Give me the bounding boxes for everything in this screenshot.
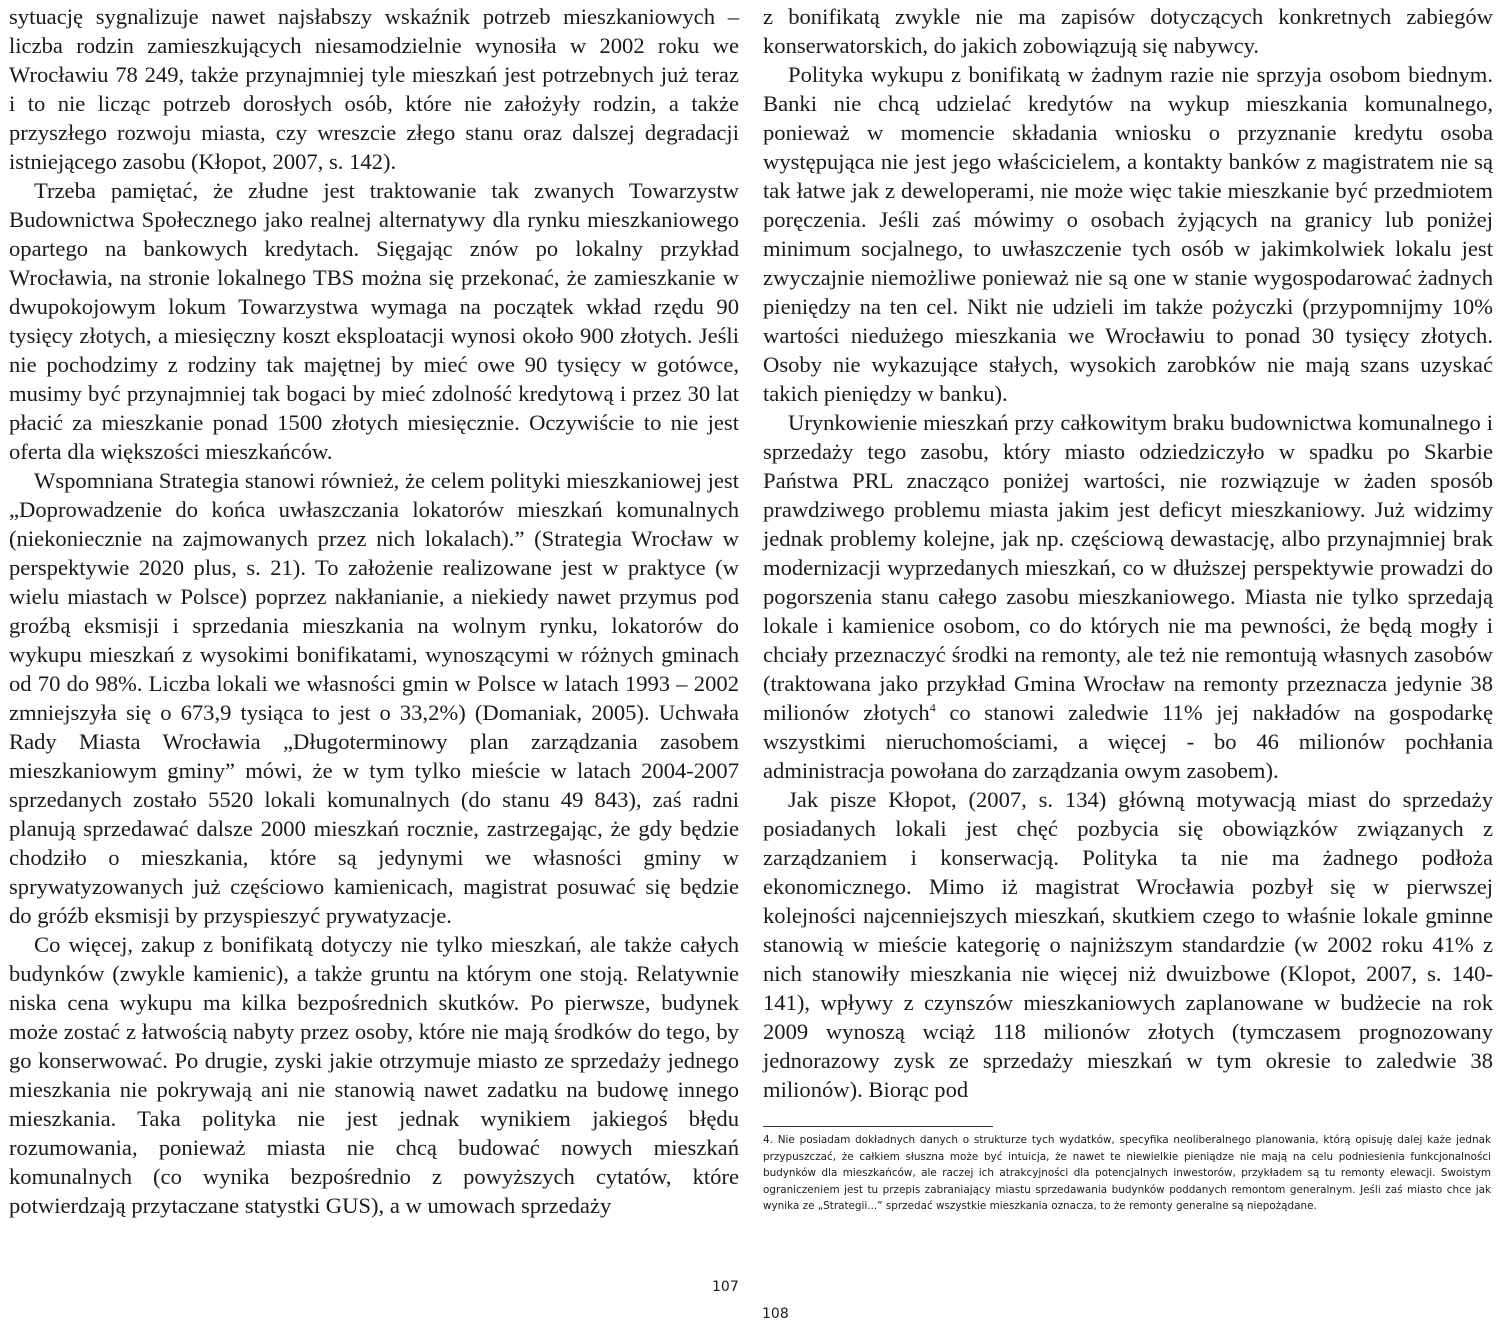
left-text-column — [9, 2, 739, 1220]
paragraph: Polityka wykupu z bonifikatą w żadnym razie nie sprzyja osobom biednym. Banki nie chcą udzielać kredytów na wykup mieszkania komunalnego, ponieważ w momencie składania wniosku o przyznanie kredytu osoba występująca nie jest jego właścicielem, a kontakty banków z magistratem nie są tak łatwe jak z deweloperami, nie może więc takie mieszkanie być przedmiotem poręczenia. Jeśli zaś mówimy o osobach żyjących na granicy lub poniżej minimum socjalnego, to uwłaszczenie tych osób w jakimkolwiek lokalu jest zwyczajnie niemożliwe ponieważ nie są one w stanie wygospodarować żadnych pieniędzy na ten cel. Nikt nie udzieli im także pożyczki (przypomnijmy 10% wartości niedużego mieszkania we Wrocławiu to ponad 30 tysięcy złotych. Osoby nie wykazujące stałych, wysokich zarobków nie mają szans uzyskać takich pieniędzy w banku). — [763, 62, 1493, 406]
paragraph-with-footnote — [763, 408, 1493, 785]
paragraph: Jak pisze Kłopot, (2007, s. 134) główną motywacją miast do sprzedaży posiadanych lokali jest chęć pozbycia się obowiązków związanych z zarządzaniem i konserwacją. Polityka ta nie ma żadnego podłoża ekonomicznego. Mimo iż magistrat Wrocławia pozbył się w pierwszej kolejności najcenniejszych mieszkań, skutkiem czego to właśnie lokale gminne stanowią w mieście kategorię o najniższym standardzie (w 2002 roku 41% z nich stanowiły mieszkania nie więcej niż dwuizbowe (Klopot, 2007, s. 140-141), wpływy z czynszów mieszkaniowych zaplanowane w budżecie na rok 2009 wynoszą wciąż 118 milionów złotych (tymczasem prognozowany jednorazowy zysk ze sprzedaży mieszkań w tym okresie to zaledwie 38 milionów). Biorąc pod — [763, 787, 1493, 1102]
paragraph: Wspomniana Strategia stanowi również, że celem polityki mieszkaniowej jest „Doprowadzenie do końca uwłaszczania lokatorów mieszkań komunalnych (niekoniecznie na zajmowanych przez nich lokalach).” (Strategia Wrocław w perspektywie 2020 plus, s. 21). To założenie realizowane jest w praktyce (w wielu miastach w Polsce) poprzez nakłanianie, a niekiedy nawet przymus pod groźbą eksmisji i sprzedania mieszkania na wolnym rynku, lokatorów do wykupu mieszkań z wysokimi bonifikatami, wynoszącymi w różnych gminach od 70 do 98%. Liczba lokali we własności gmin w Polsce w latach 1993 – 2002 zmniejszyła się o 673,9 tysiąca to jest o 33,2%) (Domaniak, 2005). Uchwała Rady Miasta Wrocławia „Długoterminowy plan zarządzania zasobem mieszkaniowym gminy” mówi, że w tym tylko mieście w latach 2004-2007 sprzedanych zostało 5520 lokali komunalnych (do stanu 49 843), zaś radni planują sprzedawać dalsze 2000 mieszkań rocznie, zastrzegając, że gdy będzie chodziło o mieszkania, które są jedynymi we własności gminy w sprywatyzowanych już częściowo kamienicach, magistrat posuwać się będzie do gróźb eksmisji by przyspieszyć prywatyzacje. — [9, 468, 739, 928]
paragraph-text: Urynkowienie mieszkań przy całkowitym braku budownictwa komunalnego i sprzedaży tego zasobu, który miasto odziedziczyło w spadku po Skarbie Państwa PRL znacząco poniżej wartości, nie rozwiązuje w żaden sposób prawdziwego problemu miasta jakim jest deficyt mieszkaniowy. Już widzimy jednak problemy kolejne, jak np. częściową dewastację, albo przynajmniej brak modernizacji wyprzedanych mieszkań, co w dłuższej perspektywie prowadzi do pogorszenia stanu całego zasobu mieszkaniowego. Miasta nie tylko sprzedają lokale i kamienice osobom, co do których nie ma pewności, że będą mogły i chciały przeznaczyć środki na remonty, ale też nie remontują własnych zasobów (traktowana jako przykład Gmina Wrocław na remonty przeznacza jedynie 38 milionów złotych — [763, 410, 1493, 725]
paragraph: sytuację sygnalizuje nawet najsłabszy wskaźnik potrzeb mieszkaniowych – liczba rodzin zamieszkujących niesamodzielnie wynosiła w 2002 roku we Wrocławiu 78 249, także przynajmniej tyle mieszkań jest potrzebnych już teraz i to nie licząc potrzeb dorosłych osób, które nie założyły rodzin, a także przyszłego rozwoju miasta, czy wreszcie złego stanu oraz dalszej degradacji istniejącego zasobu (Kłopot, 2007, s. 142). — [9, 4, 739, 174]
footnote-divider — [763, 1126, 993, 1127]
paragraph: Co więcej, zakup z bonifikatą dotyczy nie tylko mieszkań, ale także całych budynków (zwykle kamienic), a także gruntu na którym one stoją. Relatywnie niska cena wykupu ma kilka bezpośrednich skutków. Po pierwsze, budynek może zostać z łatwością nabyty przez osoby, które nie mają środków do tego, by go konserwować. Po drugie, zyski jakie otrzymuje miasto ze sprzedaży jednego mieszkania nie pokrywają ani nie stanowią nawet zadatku na budowę innego mieszkania. Taka polityka nie jest jednak wynikiem jakiegoś błędu rozumowania, ponieważ miasta nie chcą budować nowych mieszkań komunalnych (co wynika bezpośrednio z powyższych cytatów, które potwierdzają przytaczane statystki GUS), a w umowach sprzedaży — [9, 932, 739, 1218]
paragraph-text: co stanowi zaledwie 11% jej nakładów na gospodarkę wszystkimi nieruchomościami, a więcej - bo 46 milionów pochłania administracja powołana do zarządzania owym zasobem). — [763, 700, 1494, 783]
page-number-left: 107 — [712, 1279, 739, 1295]
paragraph: Trzeba pamiętać, że złudne jest traktowanie tak zwanych Towarzystw Budownictwa Społecznego jako realnej alternatywy dla rynku mieszkaniowego opartego na bankowych kredytach. Sięgając znów po lokalny przykład Wrocławia, na stronie lokalnego TBS można się przekonać, że zamieszkanie w dwupokojowym lokum Towarzystwa wymaga na początek wkład rzędu 90 tysięcy złotych, a miesięczny koszt eksploatacji wynosi około 900 złotych. Jeśli nie pochodzimy z rodziny tak majętnej by mieć owe 90 tysięcy w gotówce, musimy być przynajmniej tak bogaci by mieć zdolność kredytową i przez 30 lat płacić za mieszkanie ponad 1500 złotych miesięcznie. Oczywiście to nie jest oferta dla większości mieszkańców. — [9, 178, 739, 464]
paragraph: z bonifikatą zwykle nie ma zapisów dotyczących konkretnych zabiegów konserwatorskich, do jakich zobowiązują się nabywcy. — [763, 4, 1493, 58]
footnote: 4. Nie posiadam dokładnych danych o strukturze tych wydatków, specyfika neoliberalnego planowania, którą opisuję dalej każe jednak przypuszczać, że całkiem słuszna może być intuicja, że nawet te niewielkie pieniądze nie mają na celu podniesienia funkcjonalności budynków dla mieszkańców, ale raczej ich atrakcyjności dla potencjalnych inwestorów, przykładem są tu remonty elewacji. Swoistym ograniczeniem jest tu przepis zabraniający miastu sprzedawania budynków poddanych remontom generalnym. Jeśli zaś miasto chce jak wynika ze „Strategii...” sprzedać wszystkie mieszkania oznacza, to że remonty generalne są niepożądane. — [763, 1134, 1491, 1212]
footnote-reference: 4 — [929, 700, 936, 715]
page-number-right: 108 — [762, 1306, 789, 1322]
right-text-column — [763, 2, 1493, 1104]
